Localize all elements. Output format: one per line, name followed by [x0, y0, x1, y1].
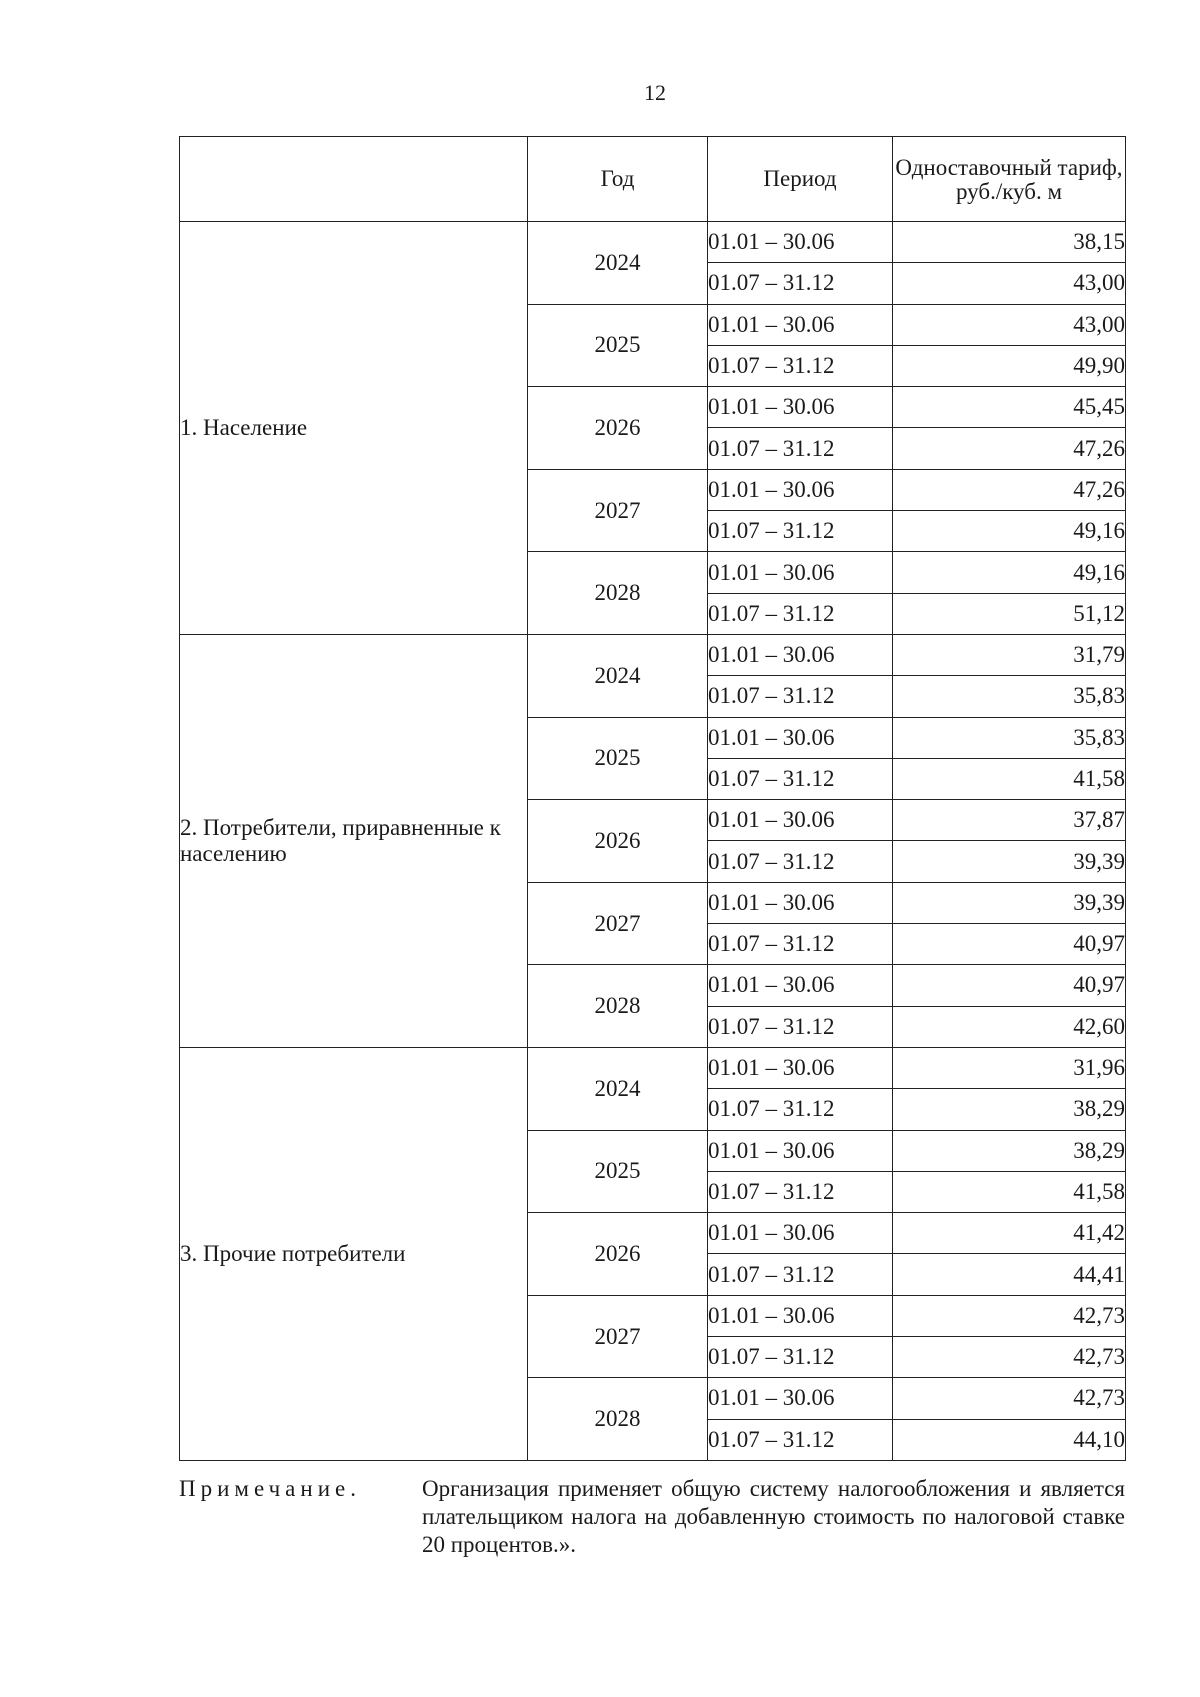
- period-cell: 01.07 – 31.12: [708, 511, 893, 552]
- tariff-table: [179, 136, 1126, 1461]
- note-text: Организация применяет общую систему налогообложения и является плательщиком налога на добавленную стоимость по налоговой ставке 20 процентов.».: [422, 1476, 1125, 1557]
- tariff-value: 35,83: [893, 717, 1126, 758]
- period-cell: 01.07 – 31.12: [708, 593, 893, 634]
- tariff-value: 42,73: [893, 1378, 1126, 1419]
- tariff-value: 38,29: [893, 1089, 1126, 1130]
- year-cell: 2025: [528, 304, 708, 387]
- header-group: [180, 137, 528, 222]
- tariff-value: 43,00: [893, 304, 1126, 345]
- tariff-value: 37,87: [893, 800, 1126, 841]
- group-label: 2. Потребители, приравненные к населению: [180, 634, 528, 1047]
- tariff-value: 38,29: [893, 1130, 1126, 1171]
- period-cell: 01.01 – 30.06: [708, 634, 893, 675]
- year-cell: 2028: [528, 965, 708, 1048]
- year-cell: 2027: [528, 1295, 708, 1378]
- period-cell: 01.01 – 30.06: [708, 304, 893, 345]
- period-cell: 01.01 – 30.06: [708, 552, 893, 593]
- year-cell: 2024: [528, 1047, 708, 1130]
- period-cell: 01.01 – 30.06: [708, 717, 893, 758]
- period-cell: 01.07 – 31.12: [708, 758, 893, 799]
- tariff-value: 40,97: [893, 965, 1126, 1006]
- header-period: Период: [708, 137, 893, 222]
- period-cell: 01.01 – 30.06: [708, 1378, 893, 1419]
- tariff-value: 39,39: [893, 882, 1126, 923]
- period-cell: 01.01 – 30.06: [708, 800, 893, 841]
- period-cell: 01.01 – 30.06: [708, 1047, 893, 1088]
- tariff-value: 44,41: [893, 1254, 1126, 1295]
- tariff-value: 49,16: [893, 511, 1126, 552]
- table-header-row: [180, 137, 1126, 222]
- period-cell: 01.07 – 31.12: [708, 263, 893, 304]
- tariff-value: 40,97: [893, 924, 1126, 965]
- year-cell: 2026: [528, 800, 708, 883]
- year-cell: 2028: [528, 1378, 708, 1461]
- table-body: [180, 222, 1126, 1461]
- period-cell: 01.07 – 31.12: [708, 1171, 893, 1212]
- tariff-value: 47,26: [893, 428, 1126, 469]
- period-cell: 01.07 – 31.12: [708, 1337, 893, 1378]
- table-row: [180, 634, 1126, 675]
- tariff-value: 39,39: [893, 841, 1126, 882]
- period-cell: 01.01 – 30.06: [708, 965, 893, 1006]
- period-cell: 01.01 – 30.06: [708, 1213, 893, 1254]
- tariff-value: 42,73: [893, 1295, 1126, 1336]
- period-cell: 01.01 – 30.06: [708, 1130, 893, 1171]
- period-cell: 01.07 – 31.12: [708, 345, 893, 386]
- tariff-value: 43,00: [893, 263, 1126, 304]
- tariff-value: 47,26: [893, 469, 1126, 510]
- tariff-value: 44,10: [893, 1419, 1126, 1460]
- year-cell: 2026: [528, 387, 708, 470]
- group-label: 3. Прочие потребители: [180, 1047, 528, 1460]
- period-cell: 01.01 – 30.06: [708, 1295, 893, 1336]
- year-cell: 2024: [528, 634, 708, 717]
- year-cell: 2026: [528, 1213, 708, 1296]
- period-cell: 01.07 – 31.12: [708, 924, 893, 965]
- page-number: 12: [644, 80, 666, 105]
- group-label: 1. Население: [180, 222, 528, 635]
- period-cell: 01.01 – 30.06: [708, 882, 893, 923]
- tariff-value: 42,60: [893, 1006, 1126, 1047]
- period-cell: 01.07 – 31.12: [708, 676, 893, 717]
- period-cell: 01.07 – 31.12: [708, 428, 893, 469]
- tariff-value: 41,42: [893, 1213, 1126, 1254]
- tariff-value: 41,58: [893, 758, 1126, 799]
- tariff-value: 31,96: [893, 1047, 1126, 1088]
- header-tariff: Одноставочный тариф, руб./куб. м: [893, 137, 1126, 222]
- tariff-value: 38,15: [893, 222, 1126, 263]
- period-cell: 01.07 – 31.12: [708, 1089, 893, 1130]
- tariff-value: 35,83: [893, 676, 1126, 717]
- period-cell: 01.07 – 31.12: [708, 1254, 893, 1295]
- period-cell: 01.07 – 31.12: [708, 1006, 893, 1047]
- tariff-value: 51,12: [893, 593, 1126, 634]
- header-year: Год: [528, 137, 708, 222]
- year-cell: 2028: [528, 552, 708, 635]
- table-row: [180, 222, 1126, 263]
- period-cell: 01.07 – 31.12: [708, 1419, 893, 1460]
- year-cell: 2027: [528, 469, 708, 552]
- period-cell: 01.01 – 30.06: [708, 469, 893, 510]
- period-cell: 01.01 – 30.06: [708, 387, 893, 428]
- tariff-value: 49,16: [893, 552, 1126, 593]
- table-row: [180, 1047, 1126, 1088]
- period-cell: 01.07 – 31.12: [708, 841, 893, 882]
- tariff-value: 31,79: [893, 634, 1126, 675]
- tariff-value: 49,90: [893, 345, 1126, 386]
- year-cell: 2025: [528, 717, 708, 800]
- tariff-value: 42,73: [893, 1337, 1126, 1378]
- year-cell: 2027: [528, 882, 708, 965]
- note-label: Примечание.: [179, 1476, 361, 1501]
- year-cell: 2025: [528, 1130, 708, 1213]
- tariff-value: 45,45: [893, 387, 1126, 428]
- tariff-value: 41,58: [893, 1171, 1126, 1212]
- period-cell: 01.01 – 30.06: [708, 222, 893, 263]
- year-cell: 2024: [528, 222, 708, 305]
